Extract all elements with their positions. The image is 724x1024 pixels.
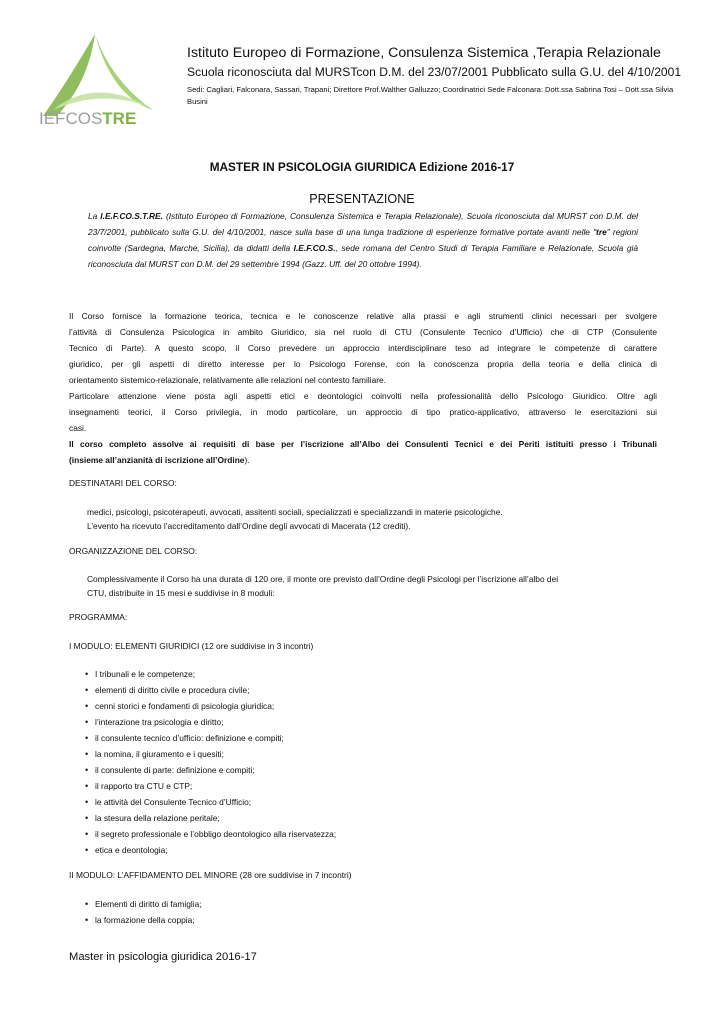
list-item: • il rapporto tra CTU e CTP; [85, 778, 336, 794]
bold-requirement-line-1: Il corso completo assolve ai requisiti di base per l’iscrizione all’Albo dei Consulenti Tecnici e dei Periti istituiti presso i Tribunali [69, 439, 657, 449]
destinatari-text [87, 505, 659, 533]
header-block [187, 44, 697, 107]
modulo-1-title: I MODULO: ELEMENTI GIURIDICI (12 ore suddivise in 3 incontri) [69, 641, 314, 651]
destinatari-line-2: L’evento ha ricevuto l’accreditamento dall’Ordine degli avvocati di Macerata (12 crediti). [87, 521, 411, 531]
modulo-2-list [85, 896, 202, 928]
organizzazione-text [87, 572, 659, 600]
list-item: • la nomina, il giuramento e i quesiti; [85, 746, 336, 762]
bold-requirement-line-2 [69, 452, 657, 468]
list-item: • cenni storici e fondamenti di psicologia giuridica; [85, 698, 336, 714]
intro-part-2: " regioni coinvolte (Sardegna, Marche, Sicilia), da didatti della [88, 227, 638, 253]
destinatari-label: DESTINATARI DEL CORSO: [69, 478, 177, 488]
intro-iefcos: I.E.F.CO.S. [293, 243, 336, 253]
list-item: • I tribunali e le competenze; [85, 666, 336, 682]
list-item: • etica e deontologia; [85, 842, 336, 858]
list-item: • Elementi di diritto di famiglia; [85, 896, 202, 912]
modulo-2-title: II MODULO: L’AFFIDAMENTO DEL MINORE (28 ore suddivise in 7 incontri) [69, 870, 352, 880]
intro-tre: tre [596, 227, 607, 237]
list-item: • il consulente di parte: definizione e compiti; [85, 762, 336, 778]
institute-title: Istituto Europeo di Formazione, Consulenza Sistemica ,Terapia Relazionale [187, 45, 661, 61]
intro-school-name: I.E.F.CO.S.T.RE. [100, 211, 163, 221]
presentazione-heading: PRESENTAZIONE [309, 192, 415, 206]
list-item: • l’interazione tra psicologia e diritto; [85, 714, 336, 730]
logo-text: IEFCOSTRE [39, 109, 137, 128]
list-item: • la formazione della coppia; [85, 912, 202, 928]
body-line: Tecnico di Parte). A questo scopo, il Corso prevedere un approccio interdisciplinare teso ad integrare le competenze di carattere [69, 343, 657, 353]
programma-label: PROGRAMMA: [69, 612, 128, 622]
modulo-1-list [85, 666, 336, 858]
body-line: Particolare attenzione viene posta agli aspetti etici e deontologici coinvolti nella professionalità dello Psicologo Giuridico. Oltre agli [69, 391, 657, 401]
bold-requirement-tail: ). [244, 455, 250, 465]
intro-part-1: (Istituto Europeo di Formazione, Consulenza Sistemica e Terapia Relazionale), Scuola riconosciuta dal MURST con D.M. del 23/7/2001, pubblicato sulla G.U. del 4/10/2001, nasce sulla base di una lunga tradizione di esperienze formative portate avanti nelle " [88, 211, 638, 237]
intro-paragraph [88, 208, 638, 272]
organizzazione-label: ORGANIZZAZIONE DEL CORSO: [69, 546, 198, 556]
intro-la: La [88, 211, 101, 221]
bold-requirement-text: (insieme all’anzianità di iscrizione all’Ordine [69, 455, 245, 465]
institute-sedi: Sedi: Cagliari, Falconara, Sassari, Trapani; Direttore Prof.Walther Galluzzo; Coordinatrici Sede Falconara: Dott.ssa Sabrina Tosi – Dott.ssa Silvia Busini [187, 85, 674, 106]
list-item: • elementi di diritto civile e procedura civile; [85, 682, 336, 698]
institute-subtitle: Scuola riconosciuta dal MURSTcon D.M. del 23/07/2001 Pubblicato sulla G.U. del 4/10/2001 [187, 65, 682, 79]
list-item: • la stesura della relazione peritale; [85, 810, 336, 826]
organizzazione-line-1: Complessivamente il Corso ha una durata di 120 ore, il monte ore previsto dall’Ordine degli Psicologi per l’iscrizione all’albo dei [87, 574, 559, 584]
organizzazione-line-2: CTU, distribuite in 15 mesi e suddivise in 8 moduli: [87, 588, 275, 598]
master-title: MASTER IN PSICOLOGIA GIURIDICA Edizione 2016-17 [209, 160, 515, 174]
list-item: • le attività del Consulente Tecnico d’Ufficio; [85, 794, 336, 810]
body-line: l’attività di Consulenza Psicologica in ambito Giuridico, sia nel ruolo di CTU (Consulente Tecnico d’Ufficio) che di CTP (Consulente [69, 327, 657, 337]
destinatari-line-1: medici, psicologi, psicoterapeuti, avvocati, assitenti sociali, specializzati e specializzandi in materie psicologiche. [87, 507, 503, 517]
body-line: giuridico, per gli aspetti di diretto interesse per lo Psicologo Forense, con la conoscenza propria della teoria e della clinica di [69, 359, 657, 369]
course-description [69, 308, 657, 468]
iefcostre-logo [33, 28, 173, 128]
body-line: casi. [69, 423, 87, 433]
body-line: insegnamenti teorici, il Corso privilegia, in modo particolare, un approccio di tipo pratico-applicativo, attraverso le esercitazioni sui [69, 407, 657, 417]
logo-graphic [33, 28, 173, 128]
page-footer: Master in psicologia giuridica 2016-17 [69, 951, 257, 963]
list-item: • il consulente tecnico d’ufficio: definizione e compiti; [85, 730, 336, 746]
list-item: • il segreto professionale e l’obbligo deontologico alla riservatezza; [85, 826, 336, 842]
body-line: Il Corso fornisce la formazione teorica, tecnica e le conoscenze relative alla prassi e agli strumenti clinici necessari per svolgere [69, 311, 657, 321]
intro-part-3: , sede romana del Centro Studi di Terapia Familiare e Relazionale, Scuola già riconosciuta dal MURST con D.M. del 29 settembre 1994 (Gazz. Uff. del 20 ottobre 1994). [88, 243, 638, 269]
body-line: orientamento sistemico-relazionale, relativamente alle relazioni nel contesto familiare. [69, 375, 387, 385]
